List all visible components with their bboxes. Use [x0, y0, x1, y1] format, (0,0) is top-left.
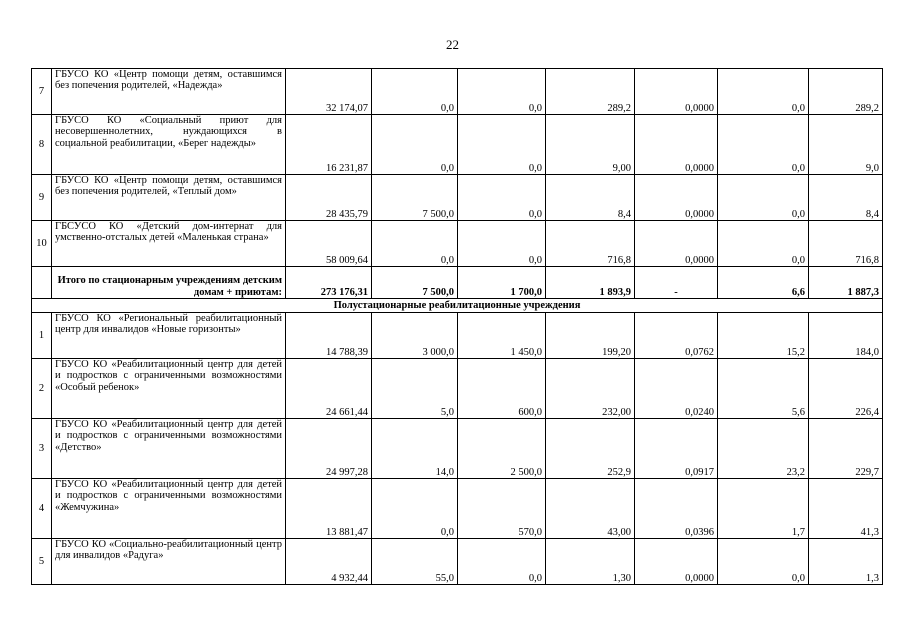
value-cell: 0,0: [372, 221, 458, 267]
row-number: 9: [32, 175, 52, 221]
value-cell: 0,0: [718, 115, 809, 175]
value-cell: 0,0: [718, 175, 809, 221]
section-header-row: [32, 299, 883, 313]
table-row: [32, 115, 883, 175]
value-cell: 0,0: [372, 479, 458, 539]
value-cell: 0,0: [458, 221, 546, 267]
value-cell: 9,00: [546, 115, 635, 175]
value-cell: 13 881,47: [286, 479, 372, 539]
value-cell: 1,7: [718, 479, 809, 539]
row-number: 3: [32, 419, 52, 479]
value-cell: 14,0: [372, 419, 458, 479]
total-value-cell: -: [635, 267, 718, 299]
value-cell: 24 997,28: [286, 419, 372, 479]
value-cell: 600,0: [458, 359, 546, 419]
institution-name: ГБУСО КО «Центр помощи детям, оставшимся без попечения родителей, «Теплый дом»: [52, 175, 286, 221]
page-number: 22: [446, 37, 459, 52]
table-row: [32, 69, 883, 115]
value-cell: 58 009,64: [286, 221, 372, 267]
total-label: Итого по стационарным учреждениям детским домам + приютам:: [52, 267, 286, 299]
value-cell: 2 500,0: [458, 419, 546, 479]
value-cell: 289,2: [809, 69, 883, 115]
institution-name: ГБУСО КО «Социально-реабилитационный центр для инвалидов «Радуга»: [52, 539, 286, 585]
table-row: [32, 359, 883, 419]
row-number: 5: [32, 539, 52, 585]
total-value-cell: 1 893,9: [546, 267, 635, 299]
value-cell: 232,00: [546, 359, 635, 419]
value-cell: 0,0: [458, 115, 546, 175]
value-cell: 0,0000: [635, 221, 718, 267]
value-cell: 0,0000: [635, 115, 718, 175]
institution-name: ГБУСО КО «Реабилитационный центр для детей и подростков с ограниченными возможностями «Жемчужина»: [52, 479, 286, 539]
row-number: 8: [32, 115, 52, 175]
value-cell: 41,3: [809, 479, 883, 539]
value-cell: 28 435,79: [286, 175, 372, 221]
value-cell: 0,0240: [635, 359, 718, 419]
institution-name: ГБСУСО КО «Детский дом-интернат для умственно-отсталых детей «Маленькая страна»: [52, 221, 286, 267]
institution-name: ГБУСО КО «Реабилитационный центр для детей и подростков с ограниченными возможностями «Детство»: [52, 419, 286, 479]
total-row: [32, 267, 883, 299]
value-cell: 7 500,0: [372, 175, 458, 221]
value-cell: 55,0: [372, 539, 458, 585]
value-cell: 716,8: [546, 221, 635, 267]
value-cell: 252,9: [546, 419, 635, 479]
value-cell: 43,00: [546, 479, 635, 539]
table-row: [32, 479, 883, 539]
table-row: [32, 419, 883, 479]
value-cell: 0,0: [718, 539, 809, 585]
value-cell: 184,0: [809, 313, 883, 359]
total-value-cell: 6,6: [718, 267, 809, 299]
value-cell: 1,30: [546, 539, 635, 585]
value-cell: 0,0762: [635, 313, 718, 359]
row-number: 1: [32, 313, 52, 359]
table-row: [32, 539, 883, 585]
value-cell: 0,0: [372, 69, 458, 115]
table-row: [32, 221, 883, 267]
value-cell: 570,0: [458, 479, 546, 539]
value-cell: 0,0000: [635, 175, 718, 221]
value-cell: 226,4: [809, 359, 883, 419]
row-number: 7: [32, 69, 52, 115]
value-cell: 0,0000: [635, 539, 718, 585]
value-cell: 0,0: [458, 175, 546, 221]
value-cell: 4 932,44: [286, 539, 372, 585]
institution-name: ГБУСО КО «Реабилитационный центр для детей и подростков с ограниченными возможностями «Особый ребенок»: [52, 359, 286, 419]
value-cell: 1,3: [809, 539, 883, 585]
row-number: 4: [32, 479, 52, 539]
value-cell: 24 661,44: [286, 359, 372, 419]
value-cell: 229,7: [809, 419, 883, 479]
total-value-cell: 1 700,0: [458, 267, 546, 299]
value-cell: 32 174,07: [286, 69, 372, 115]
row-number: [32, 267, 52, 299]
total-value-cell: 7 500,0: [372, 267, 458, 299]
value-cell: 199,20: [546, 313, 635, 359]
value-cell: 8,4: [809, 175, 883, 221]
row-number: 10: [32, 221, 52, 267]
value-cell: 0,0000: [635, 69, 718, 115]
institution-name: ГБУСО КО «Региональный реабилитационный центр для инвалидов «Новые горизонты»: [52, 313, 286, 359]
value-cell: 716,8: [809, 221, 883, 267]
value-cell: 0,0: [718, 69, 809, 115]
value-cell: 8,4: [546, 175, 635, 221]
report-table: [31, 68, 883, 585]
value-cell: 0,0: [372, 115, 458, 175]
value-cell: 0,0917: [635, 419, 718, 479]
value-cell: 0,0: [458, 69, 546, 115]
value-cell: 23,2: [718, 419, 809, 479]
value-cell: 14 788,39: [286, 313, 372, 359]
table-row: [32, 175, 883, 221]
section-title: Полустационарные реабилитационные учреждения: [32, 299, 883, 313]
value-cell: 9,0: [809, 115, 883, 175]
value-cell: 3 000,0: [372, 313, 458, 359]
value-cell: 15,2: [718, 313, 809, 359]
row-number: 2: [32, 359, 52, 419]
value-cell: 289,2: [546, 69, 635, 115]
total-value-cell: 1 887,3: [809, 267, 883, 299]
value-cell: 0,0: [458, 539, 546, 585]
value-cell: 5,6: [718, 359, 809, 419]
value-cell: 1 450,0: [458, 313, 546, 359]
value-cell: 0,0396: [635, 479, 718, 539]
value-cell: 16 231,87: [286, 115, 372, 175]
value-cell: 5,0: [372, 359, 458, 419]
institution-name: ГБУСО КО «Центр помощи детям, оставшимся без попечения родителей, «Надежда»: [52, 69, 286, 115]
total-value-cell: 273 176,31: [286, 267, 372, 299]
value-cell: 0,0: [718, 221, 809, 267]
institution-name: ГБУСО КО «Социальный приют для несовершеннолетних, нуждающихся в социальной реабилитации, «Берег надежды»: [52, 115, 286, 175]
table-row: [32, 313, 883, 359]
